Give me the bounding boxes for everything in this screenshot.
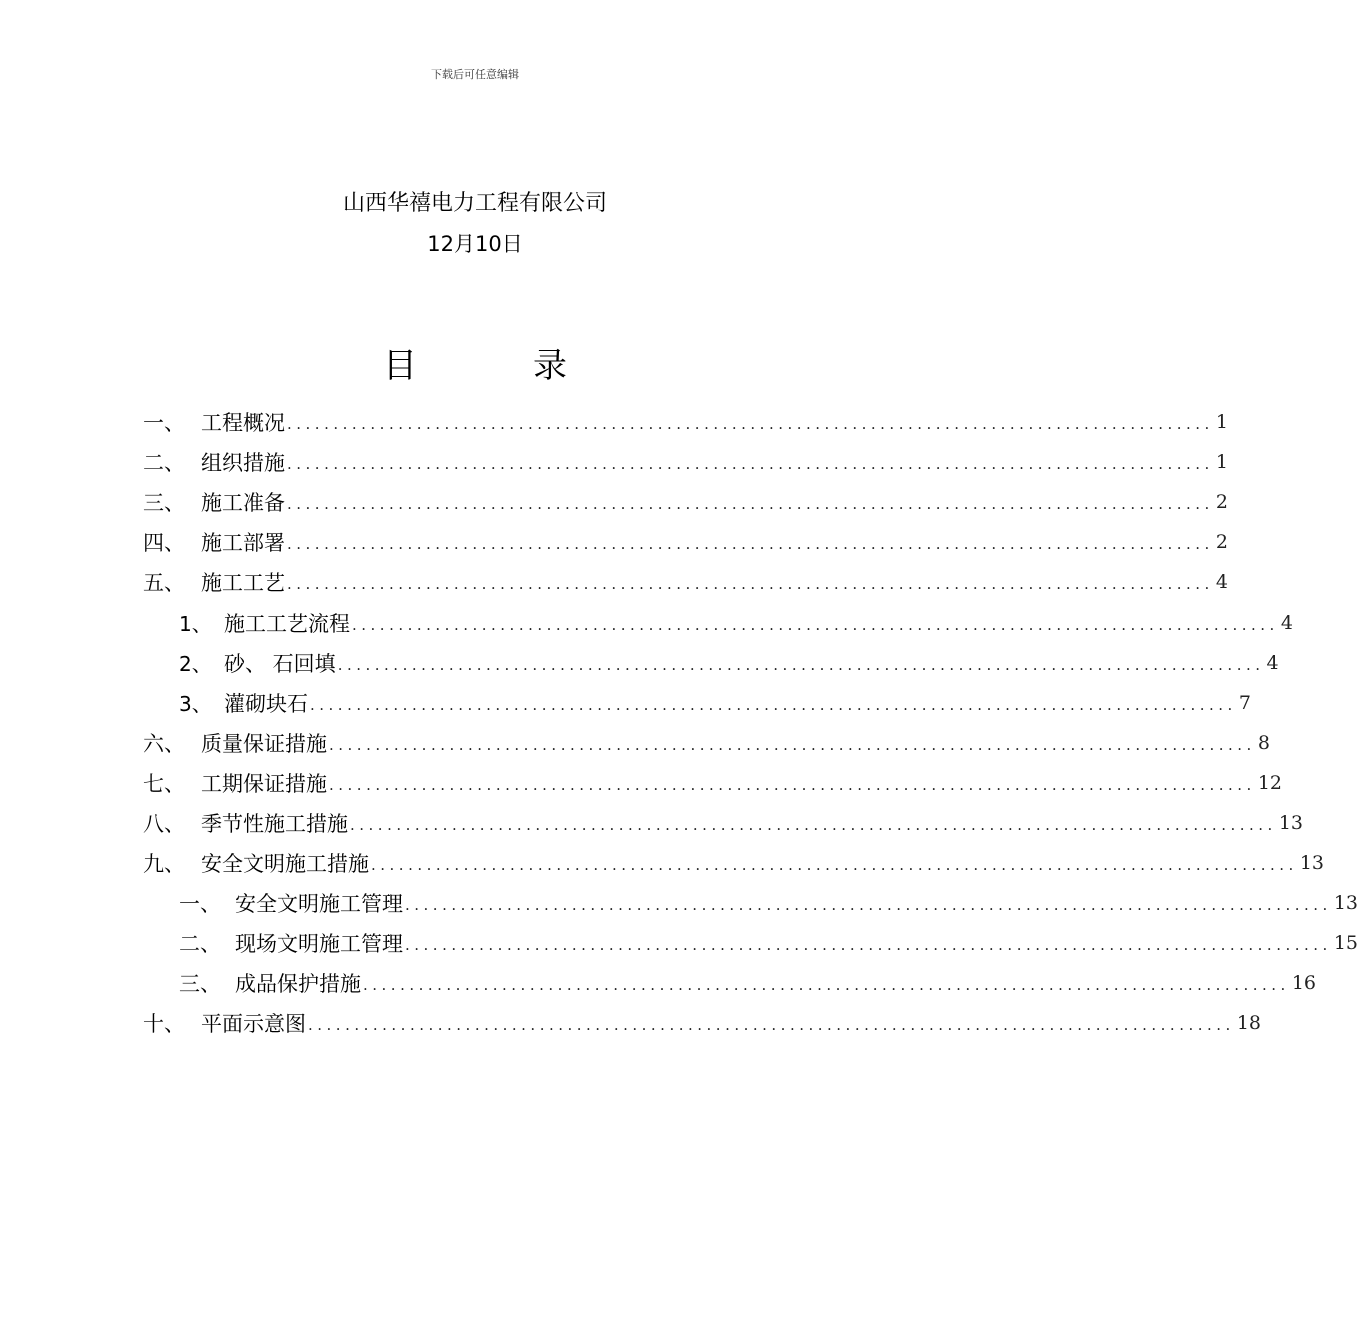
- toc-entry-page: 13: [1278, 811, 1303, 834]
- toc-entry-label: 工期保证措施: [201, 771, 327, 796]
- toc-entry-label: 砂、 石回填: [224, 651, 336, 676]
- toc-entry-page: 13: [1299, 852, 1324, 875]
- toc-entry-number: 三、: [179, 972, 221, 997]
- dot-leader: ....................................................................................................: [350, 815, 1277, 834]
- dot-leader: ....................................................................................................: [287, 455, 1214, 474]
- toc-entry-number: 五、: [143, 571, 185, 596]
- toc-entry-page: 4: [1266, 651, 1279, 674]
- toc-entry-label: 季节性施工措施: [201, 811, 348, 836]
- toc-entry-number: 二、: [179, 932, 221, 957]
- toc-subentry[interactable]: [143, 963, 1316, 1003]
- dot-leader: ....................................................................................................: [352, 615, 1279, 634]
- toc-entry-label: 组织措施: [201, 451, 285, 476]
- toc-subentry[interactable]: [143, 602, 1293, 642]
- toc-entry-number: 一、: [179, 892, 221, 917]
- toc-entry-number: 四、: [143, 531, 185, 556]
- dot-leader: ....................................................................................................: [363, 976, 1290, 995]
- document-date: 12月10日: [427, 232, 523, 256]
- toc-entry-page: 2: [1215, 491, 1228, 514]
- toc-subentry[interactable]: [143, 683, 1251, 723]
- toc-entry-number: 二、: [143, 451, 185, 476]
- toc-entry-page: 8: [1257, 731, 1270, 754]
- toc-title-char-1: 目: [383, 346, 417, 386]
- toc-entry-number: 1、: [179, 612, 212, 637]
- dot-leader: ....................................................................................................: [310, 695, 1237, 714]
- dot-leader: ....................................................................................................: [287, 535, 1214, 554]
- toc-entry-page: 4: [1215, 571, 1228, 594]
- toc-subentry[interactable]: [143, 883, 1358, 923]
- toc-entry-label: 施工准备: [201, 491, 285, 516]
- toc-entry-page: 2: [1215, 531, 1228, 554]
- toc-entry-label: 成品保护措施: [235, 972, 361, 997]
- company-name: 山西华禧电力工程有限公司: [342, 191, 607, 216]
- toc-entry[interactable]: [143, 843, 1324, 883]
- toc-entry-page: 7: [1238, 691, 1251, 714]
- toc-title: [0, 338, 950, 387]
- table-of-contents: [143, 402, 1358, 1044]
- toc-entry[interactable]: [143, 803, 1303, 843]
- dot-leader: ....................................................................................................: [308, 1016, 1235, 1035]
- toc-entry-label: 灌砌块石: [224, 691, 308, 716]
- toc-entry-page: 16: [1291, 972, 1316, 995]
- toc-entry-number: 六、: [143, 731, 185, 756]
- dot-leader: ....................................................................................................: [371, 856, 1298, 875]
- toc-entry-page: 15: [1333, 932, 1358, 955]
- dot-leader: ....................................................................................................: [405, 936, 1332, 955]
- dot-leader: ....................................................................................................: [405, 896, 1332, 915]
- toc-subentry[interactable]: [143, 643, 1279, 683]
- toc-entry-number: 3、: [179, 692, 212, 717]
- dot-leader: ....................................................................................................: [329, 775, 1256, 794]
- toc-entry-page: 1: [1215, 451, 1228, 474]
- toc-entry-label: 施工部署: [201, 531, 285, 556]
- toc-entry-label: 工程概况: [201, 411, 285, 436]
- dot-leader: ....................................................................................................: [287, 495, 1214, 514]
- toc-entry[interactable]: [143, 482, 1228, 522]
- toc-title-char-2: 录: [533, 346, 567, 386]
- toc-entry[interactable]: [143, 442, 1228, 482]
- toc-entry[interactable]: [143, 562, 1228, 602]
- toc-entry-number: 八、: [143, 811, 185, 836]
- toc-entry-page: 12: [1257, 771, 1282, 794]
- toc-subentry[interactable]: [143, 923, 1358, 963]
- dot-leader: ....................................................................................................: [337, 655, 1265, 674]
- toc-entry-number: 2、: [179, 652, 212, 677]
- toc-entry-page: 4: [1280, 611, 1293, 634]
- toc-entry-label: 施工工艺: [201, 571, 285, 596]
- dot-leader: ....................................................................................................: [287, 575, 1214, 594]
- toc-entry-page: 18: [1236, 1012, 1261, 1035]
- toc-entry-label: 平面示意图: [201, 1012, 306, 1037]
- toc-entry-label: 施工工艺流程: [224, 611, 350, 636]
- toc-entry-page: 13: [1333, 892, 1358, 915]
- toc-entry-label: 质量保证措施: [201, 731, 327, 756]
- toc-entry-number: 七、: [143, 771, 185, 796]
- toc-entry[interactable]: [143, 402, 1228, 442]
- toc-entry[interactable]: [143, 763, 1282, 803]
- toc-entry-number: 九、: [143, 852, 185, 877]
- toc-entry[interactable]: [143, 723, 1270, 763]
- toc-entry[interactable]: [143, 1003, 1261, 1043]
- dot-leader: ....................................................................................................: [287, 415, 1214, 434]
- toc-entry-number: 一、: [143, 411, 185, 436]
- toc-entry-label: 现场文明施工管理: [235, 932, 403, 957]
- toc-entry-page: 1: [1215, 411, 1228, 434]
- toc-entry-label: 安全文明施工措施: [201, 852, 369, 877]
- toc-entry[interactable]: [143, 522, 1228, 562]
- header-note: 下载后可任意编辑: [431, 68, 519, 81]
- dot-leader: ....................................................................................................: [329, 735, 1256, 754]
- toc-entry-number: 三、: [143, 491, 185, 516]
- toc-entry-number: 十、: [143, 1012, 185, 1037]
- toc-entry-label: 安全文明施工管理: [235, 892, 403, 917]
